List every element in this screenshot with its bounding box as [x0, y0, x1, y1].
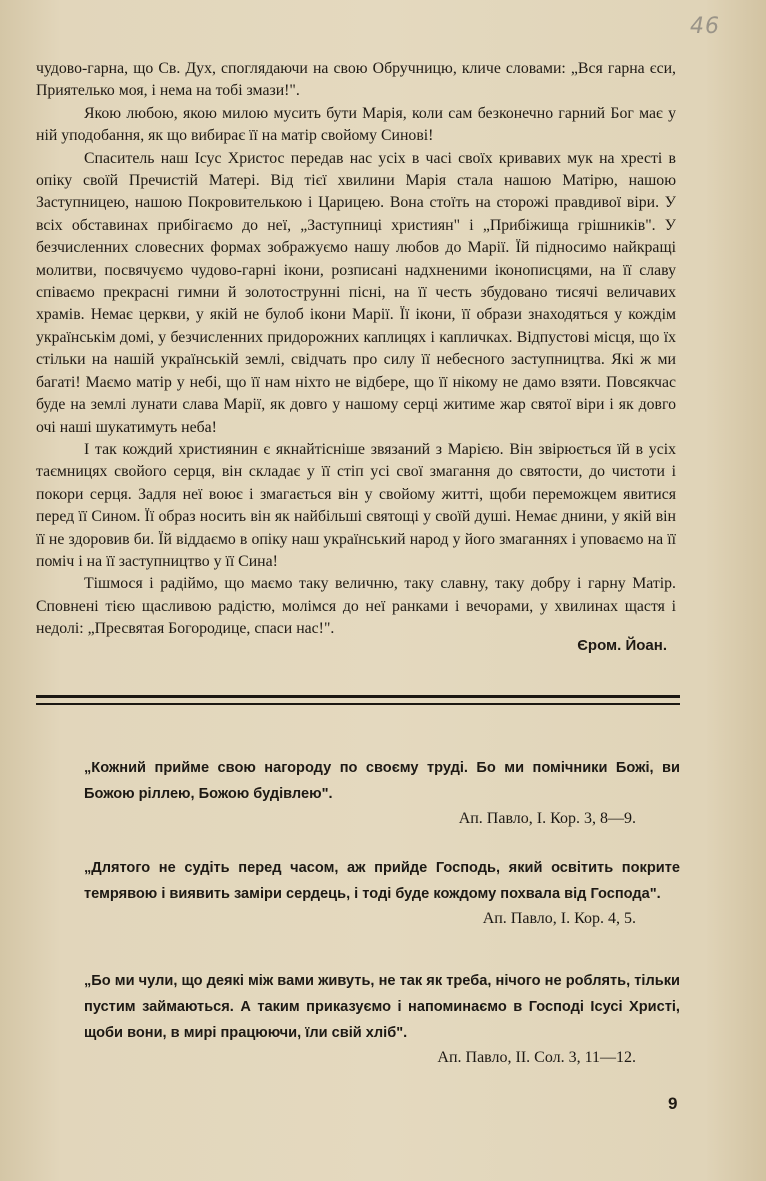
- quote-text: „Бо ми чули, що деякі між вами живуть, не так як треба, нічого не роблять, тільки пустим займаються. А таким приказуємо і напоминаємо в Господі Ісусі Христі, щоби вони, в мирі працюючи, їли свій хліб".: [84, 973, 680, 1041]
- quote-reference: Ап. Павло, II. Сол. 3, 11—12.: [437, 1049, 636, 1066]
- page-number: 9: [668, 1094, 678, 1113]
- quote-reference: Ап. Павло, І. Кор. 4, 5.: [482, 910, 636, 927]
- paragraph: І так кождий християнин є якнайтісніше звязаний з Марією. Він звірюється їй в усіх таємницях свойого серця, він складає у її стіп усі свої змагання до святости, до чистоти і покори серця. Задля неї воює і змагається він у свойому житті, щоби переможцем явитися перед її Сином. Її образ носить він як найбільші святощі у своїй душі. Немає днини, у якій він її не здоровив би. Їй віддаємо в опіку наш український народ у його змаганнях і уповаємо на її поміч і на її заступництво у її Сина!: [36, 440, 676, 570]
- author-signature: Єром. Йоан.: [577, 637, 667, 654]
- scripture-quote: [84, 855, 680, 931]
- quote-reference: Ап. Павло, І. Кор. 3, 8—9.: [458, 810, 636, 827]
- pencil-page-mark: 46: [690, 14, 720, 39]
- paragraph: Тішмося і радіймо, що маємо таку величню, таку славну, таку добру і гарну Матір. Сповнені тією щасливою радістю, молімся до неї ранками і вечорами, у хвилинах щастя і недолі: „Пресвятая Богородице, спаси нас!".: [36, 575, 676, 638]
- paragraph: Спаситель наш Ісус Христос передав нас усіх в часі своїх кривавих мук на хресті в опіку своїй Пречистій Матері. Від тієї хвилини Марія стала нашою Матірю, нашою Заступницею, нашою Покровителькою і Царицею. Вона стоїть на сторожі правдивої віри. У всіх обставинах прибігаємо до неї, „Заступниці християн" і „Прибіжища грішників". У безчисленних словесних формах зображуємо нашу любов до Марії. Їй підносимо найкращі молитви, посвячуємо чудово-гарні ікони, розписані надхненими іконописцями, на її славу співаємо прекрасні гимни й золотострунні пісні, на її честь збудовано тисячі величавих храмів. Немає церкви, у якій не булоб ікони Марії. Її ікони, її образи знаходяться у кождім українськім домі, у безчисленних придорожних каплицях і капличках. Відпустові місця, що їх стільки на нашій українській землі, свідчать про силу її небесного заступництва. Які ж ми багаті! Маємо матір у небі, що її нам ніхто не відбере, що її нікому не дамо взяти. Повсякчас буде на землі лунати слава Марії, як довго у нашому серці житиме жар святої віри і як довго очі наші шукатимуть неба!: [36, 149, 676, 436]
- paragraph: Якою любою, якою милою мусить бути Марія, коли сам безконечно гарний Бог має у ній уподобання, як що вибирає її на матір свойому Синові!: [36, 104, 676, 145]
- divider-thin: [36, 703, 680, 705]
- scripture-quote: [84, 968, 680, 1070]
- article-body: [36, 58, 676, 641]
- paragraph: чудово-гарна, що Св. Дух, споглядаючи на свою Обручницю, кличе словами: „Вся гарна єси, Приятелько моя, і нема на тобі змази!".: [36, 60, 676, 100]
- divider-thick: [36, 695, 680, 698]
- scripture-quote: [84, 755, 680, 831]
- quote-text: „Длятого не судіть перед часом, аж прийде Господь, який освітить покрите темрявою і виявить заміри сердець, і тоді буде кождому похвала від Господа".: [84, 860, 680, 902]
- quote-text: „Кожний прийме свою нагороду по своєму труді. Бо ми помічники Божі, ви Божою ріллею, Божою будівлею".: [84, 760, 680, 802]
